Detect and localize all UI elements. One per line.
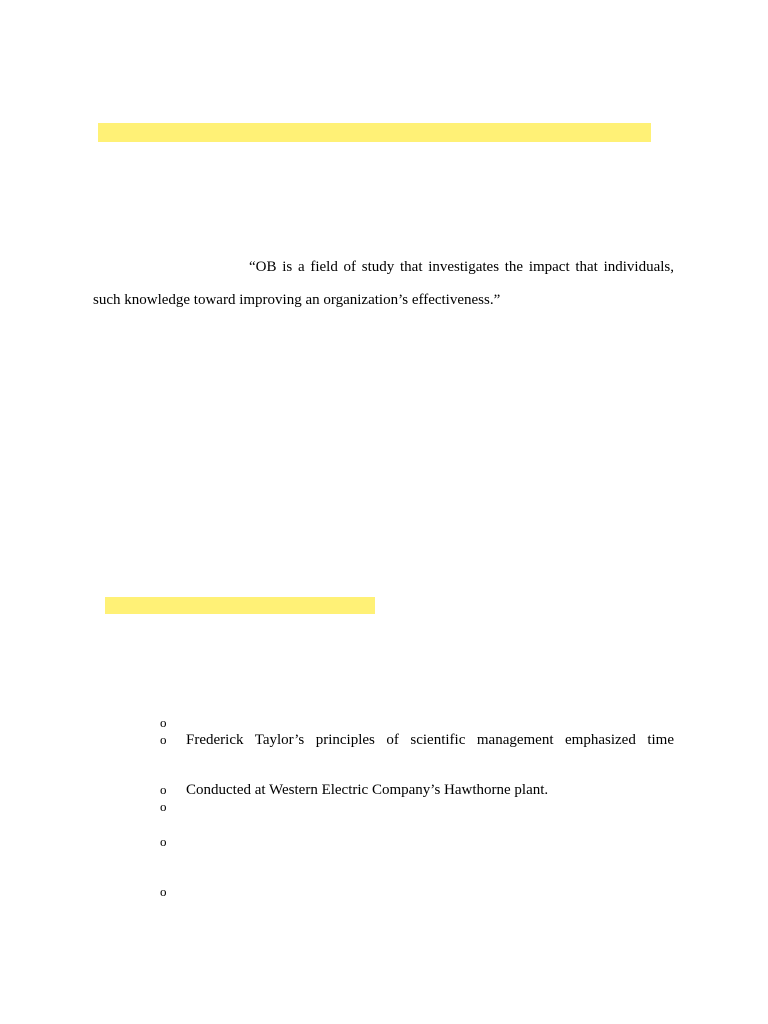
list-bullet-marker: o (160, 715, 167, 730)
list-bullet-marker: o (160, 782, 167, 797)
quote-line-2: such knowledge toward improving an organization’s effectiveness.” (93, 292, 501, 308)
list-bullet-marker: o (160, 834, 167, 849)
list-bullet-marker: o (160, 884, 167, 899)
heading-highlight-1 (98, 123, 651, 142)
list-item-text: Conducted at Western Electric Company’s Hawthorne plant. (186, 782, 549, 798)
list-bullet-marker: o (160, 732, 167, 747)
quote-line-1: “OB is a field of study that investigates the impact that individuals, (249, 259, 674, 275)
heading-highlight-2 (105, 597, 375, 614)
list-item-text: Frederick Taylor’s principles of scientific management emphasized time (186, 732, 674, 748)
list-bullet-marker: o (160, 799, 167, 814)
